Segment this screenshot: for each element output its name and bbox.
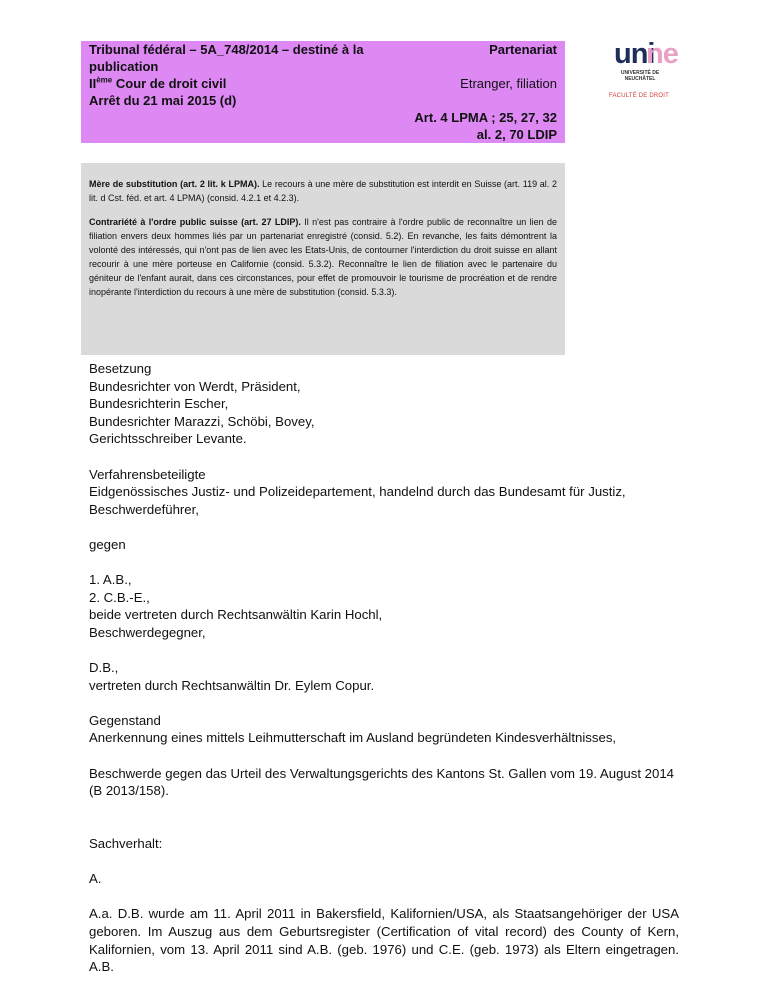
summary-paragraph-1: Mère de substitution (art. 2 lit. k LPMA). Le recours à une mère de substitution est interdit en Suisse (art. 119 al. 2 lit. d Cst. féd. et art. 4 LPMA) (consid. 4.2.1 et 4.2.3). [89,179,558,203]
header-case-info [89,41,389,109]
child-party-block: D.B., vertreten durch Rechtsanwältin Dr. Eylem Copur. [89,660,375,693]
topic: Partenariat [489,42,557,57]
faculty-label: FACULTÉ DE DROIT [608,93,670,99]
subtopic: Etranger, filiation [460,76,557,91]
legal-articles: Art. 4 LPMA ; 25, 27, 32 al. 2, 70 LDIP [414,110,557,142]
section-a-heading: A. [89,871,102,887]
respondents-block: 1. A.B., 2. C.B.-E., beide vertreten durch Rechtsanwältin Karin Hochl, Beschwerdegegner, [89,572,383,640]
header-classification [377,41,557,143]
paragraph-a-a: A.a. D.B. wurde am 11. April 2011 in Bakersfield, Kalifornien/USA, als Staatsangehöriger der USA geboren. Im Auszug aus dem Geburtsregister (Certification of vital record) des County of Kern, Kalifornien, vom 13. April 2011 sind A.B. (geb. 1976) und C.E. (geb. 1973) als Eltern eingetragen. A.B. [89,906,679,975]
judgment-body [89,360,679,993]
parties-block: Verfahrensbeteiligte Eidgenössisches Justiz- und Polizeidepartement, handelnd durch das Bundesamt für Justiz, Beschwerdeführer, [89,466,626,517]
header-box [81,41,565,143]
chamber: IIème Cour de droit civil [89,75,227,91]
court-reference: Tribunal fédéral – 5A_748/2014 – destiné à la publication [89,42,364,74]
logo-line-2: NEUCHÂTEL [624,76,656,82]
summary-paragraph-2: Contrariété à l'ordre public suisse (art. 27 LDIP). Il n'est pas contraire à l'ordre public de reconnaître un lien de filiation envers deux hommes liés par un partenariat enregistré (consid. 5.2). En revanche, les faits démontrent la volonté des intéressés, qui n'ont pas de lien avec les Etats-Unis, de contourner l'interdiction du droit suisse en allant recourir à une mère porteuse en Californie (consid. 5.3.2). Reconnaître le lien de filiation avec le partenaire du géniteur de l'enfant aurait, dans ces circonstances, pour effet de promouvoir le tourisme de procréation et de rendre inopérante l'interdiction du recours à une mère de substitution (consid. 5.3.3). [89,217,557,297]
logo-wordmark: uni ne [614,38,678,70]
university-logo [612,38,678,82]
logo-line-1: UNIVERSITÉ DE [620,70,660,76]
appeal-line: Beschwerde gegen das Urteil des Verwaltungsgerichts des Kantons St. Gallen vom 19. August 2014 (B 2013/158). [89,765,674,799]
judgment-date: Arrêt du 21 mai 2015 (d) [89,93,237,108]
subject-block: Gegenstand Anerkennung eines mittels Leihmutterschaft im Ausland begründeten Kindesverhältnisses, [89,712,617,746]
facts-heading: Sachverhalt: [89,836,163,852]
summary-box [81,163,565,355]
composition-block: Besetzung Bundesrichter von Werdt, Präsident, Bundesrichterin Escher, Bundesrichter Marazzi, Schöbi, Bovey, Gerichtsschreiber Levante. [89,361,315,447]
versus: gegen [89,536,126,552]
